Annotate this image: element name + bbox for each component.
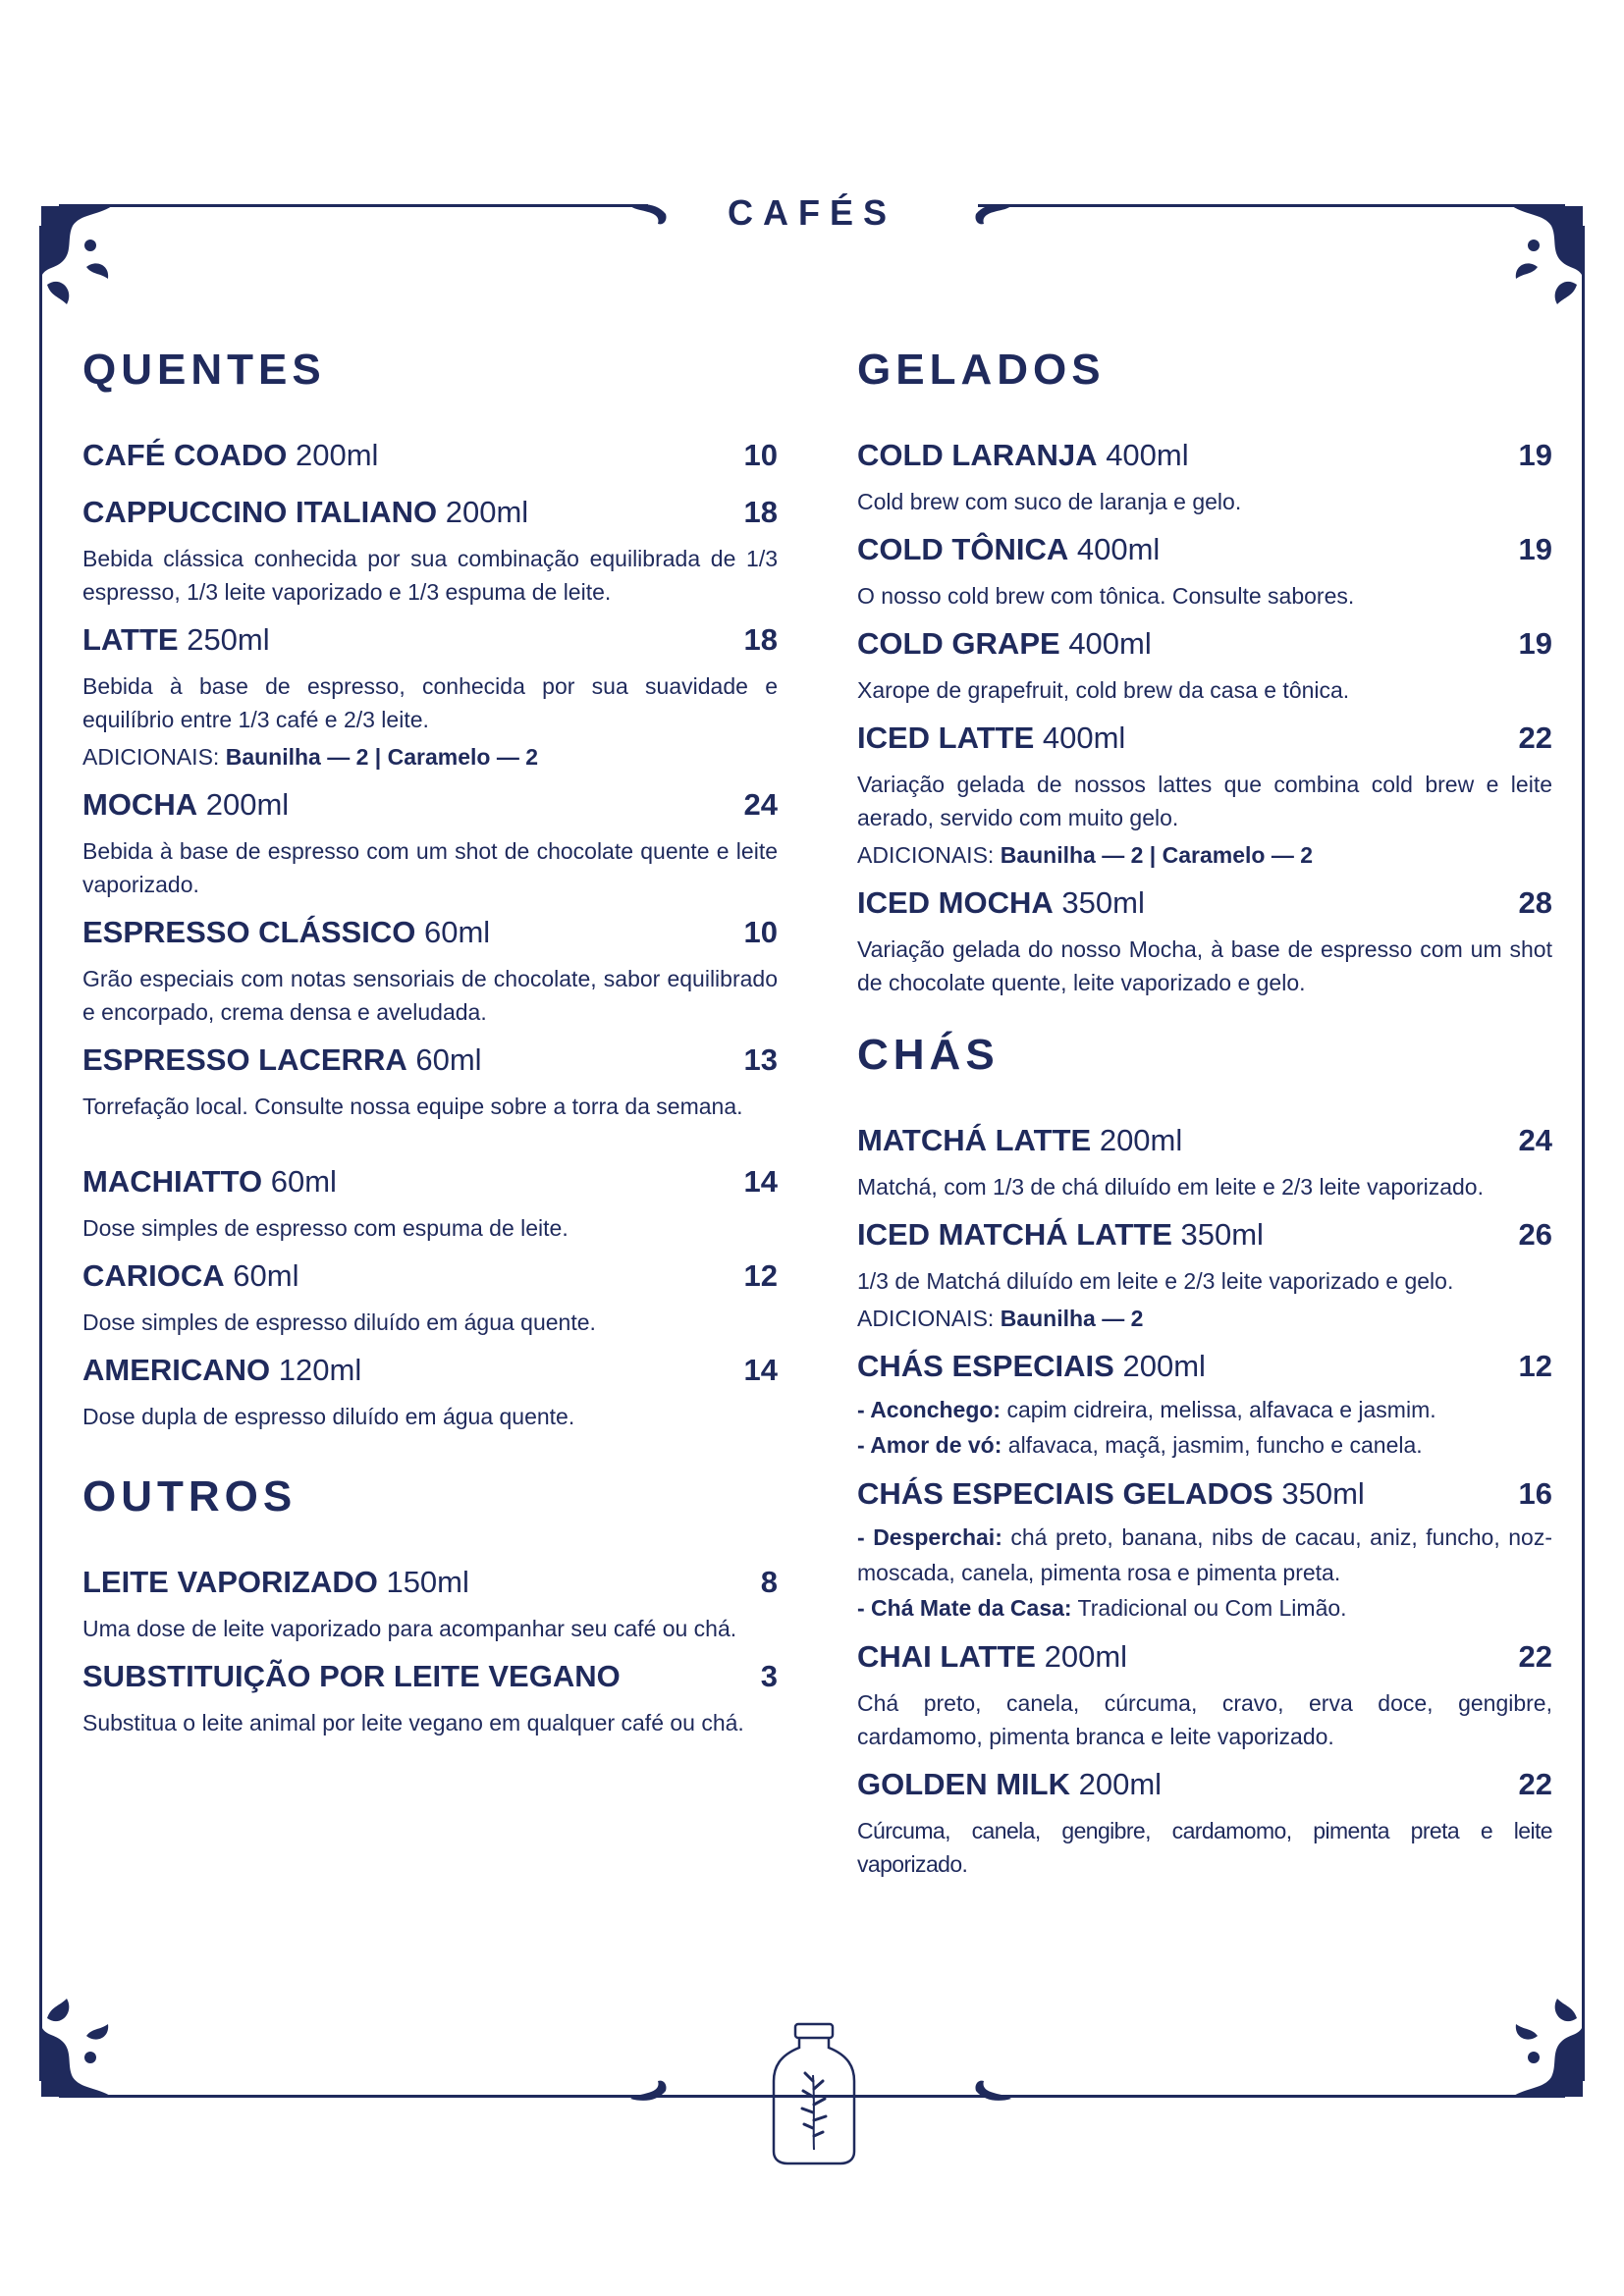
item-size: 200ml bbox=[1099, 1123, 1183, 1157]
item-name: CHÁS ESPECIAIS bbox=[857, 1349, 1114, 1383]
item-price: 24 bbox=[743, 787, 778, 822]
item-description: Bebida clássica conhecida por sua combinação equilibrada de 1/3 espresso, 1/3 leite vaporizado e 1/3 espuma de leite. bbox=[82, 546, 778, 605]
page-title: CAFÉS bbox=[727, 192, 896, 233]
item-size: 400ml bbox=[1106, 438, 1189, 472]
menu-item bbox=[82, 622, 778, 774]
menu-item bbox=[857, 1767, 1552, 1881]
item-name: AMERICANO bbox=[82, 1353, 271, 1387]
item-name: SUBSTITUIÇÃO POR LEITE VEGANO bbox=[82, 1659, 621, 1693]
menu-item bbox=[857, 885, 1552, 999]
item-name: MOCHA bbox=[82, 787, 198, 822]
item-name: COLD TÔNICA bbox=[857, 532, 1069, 566]
item-description: Cold brew com suco de laranja e gelo. bbox=[857, 489, 1242, 514]
menu-item bbox=[857, 1123, 1552, 1203]
item-size: 60ml bbox=[423, 915, 491, 949]
item-price: 13 bbox=[743, 1042, 778, 1077]
item-name: ESPRESSO LACERRA bbox=[82, 1042, 407, 1077]
note-label: - Amor de vó: bbox=[857, 1432, 1002, 1458]
section-title: OUTROS bbox=[82, 1472, 298, 1521]
item-description: Torrefação local. Consulte nossa equipe sobre a torra da semana. bbox=[82, 1094, 743, 1119]
section-outros bbox=[82, 1472, 778, 1739]
frame-right-line bbox=[1582, 226, 1585, 2081]
jar-logo-icon bbox=[768, 2020, 860, 2167]
item-size: 60ml bbox=[270, 1164, 337, 1199]
left-column bbox=[82, 346, 778, 1765]
item-size: 60ml bbox=[233, 1258, 299, 1293]
menu-item bbox=[82, 915, 778, 1029]
item-price: 12 bbox=[1518, 1349, 1552, 1383]
note-label: - Desperchai: bbox=[857, 1524, 1002, 1550]
item-price: 28 bbox=[1518, 885, 1552, 920]
item-name: MATCHÁ LATTE bbox=[857, 1123, 1092, 1157]
item-name: ICED LATTE bbox=[857, 721, 1035, 755]
item-description: Bebida à base de espresso, conhecida por sua suavidade e equilíbrio entre 1/3 café e 2/3 leite. bbox=[82, 673, 778, 732]
item-name: ESPRESSO CLÁSSICO bbox=[82, 915, 416, 949]
item-description: Grão especiais com notas sensoriais de chocolate, sabor equilibrado e encorpado, crema densa e aveludada. bbox=[82, 966, 778, 1025]
additionals-value: Baunilha — 2 bbox=[1000, 1306, 1144, 1331]
menu-item bbox=[857, 1217, 1552, 1335]
item-price: 14 bbox=[743, 1164, 778, 1199]
item-price: 19 bbox=[1518, 626, 1552, 661]
section-title: GELADOS bbox=[857, 346, 1106, 394]
note-text: capim cidreira, melissa, alfavaca e jasmim. bbox=[1006, 1397, 1436, 1422]
frame-left-line bbox=[39, 226, 42, 2081]
menu-item bbox=[82, 1565, 778, 1645]
item-size: 60ml bbox=[415, 1042, 482, 1077]
note-label: - Chá Mate da Casa: bbox=[857, 1595, 1072, 1621]
item-size: 200ml bbox=[1122, 1349, 1206, 1383]
item-name: CHÁS ESPECIAIS GELADOS bbox=[857, 1476, 1273, 1511]
additionals-label: ADICIONAIS: bbox=[82, 744, 220, 770]
menu-item bbox=[857, 1349, 1552, 1463]
item-price: 18 bbox=[743, 622, 778, 657]
item-size: 200ml bbox=[1044, 1639, 1128, 1674]
item-size: 400ml bbox=[1076, 532, 1161, 566]
item-description: Xarope de grapefruit, cold brew da casa e tônica. bbox=[857, 677, 1350, 703]
item-description: Dose dupla de espresso diluído em água quente. bbox=[82, 1404, 575, 1429]
item-note bbox=[857, 1392, 1552, 1427]
item-size: 150ml bbox=[386, 1565, 469, 1599]
item-name: LEITE VAPORIZADO bbox=[82, 1565, 378, 1599]
note-label: - Aconchego: bbox=[857, 1397, 1001, 1422]
item-size: 200ml bbox=[445, 495, 529, 529]
item-price: 3 bbox=[760, 1659, 778, 1693]
menu-item bbox=[857, 1476, 1552, 1626]
item-description: Uma dose de leite vaporizado para acompanhar seu café ou chá. bbox=[82, 1616, 737, 1641]
item-name: COLD GRAPE bbox=[857, 626, 1060, 661]
menu-item bbox=[82, 1258, 778, 1339]
menu-item bbox=[82, 787, 778, 901]
item-description: Chá preto, canela, cúrcuma, cravo, erva doce, gengibre, cardamomo, pimenta branca e leite vaporizado. bbox=[857, 1690, 1552, 1749]
item-size: 250ml bbox=[187, 622, 270, 657]
flourish-bottom-right-icon bbox=[972, 2075, 1011, 2105]
item-price: 14 bbox=[743, 1353, 778, 1387]
menu-item bbox=[82, 1164, 778, 1245]
item-description: 1/3 de Matchá diluído em leite e 2/3 leite vaporizado e gelo. bbox=[857, 1268, 1454, 1294]
item-price: 10 bbox=[743, 438, 778, 472]
item-name: CAPPUCCINO ITALIANO bbox=[82, 495, 438, 529]
item-name: MACHIATTO bbox=[82, 1164, 263, 1199]
item-size: 350ml bbox=[1180, 1217, 1264, 1252]
item-description: Substitua o leite animal por leite vegano em qualquer café ou chá. bbox=[82, 1710, 744, 1735]
menu-item bbox=[82, 1042, 778, 1123]
item-description: Matchá, com 1/3 de chá diluído em leite e 2/3 leite vaporizado. bbox=[857, 1174, 1484, 1200]
item-size: 200ml bbox=[205, 787, 290, 822]
flourish-bottom-left-icon bbox=[630, 2075, 670, 2105]
item-size: 400ml bbox=[1068, 626, 1152, 661]
section-quentes bbox=[82, 346, 778, 1433]
item-size: 350ml bbox=[1061, 885, 1145, 920]
right-column bbox=[857, 346, 1552, 1906]
item-description: Dose simples de espresso diluído em água quente. bbox=[82, 1309, 596, 1335]
item-name: ICED MOCHA bbox=[857, 885, 1054, 920]
item-name: CHAI LATTE bbox=[857, 1639, 1036, 1674]
menu-item bbox=[82, 495, 778, 609]
menu-item bbox=[82, 438, 778, 481]
item-size: 400ml bbox=[1042, 721, 1126, 755]
item-price: 8 bbox=[760, 1565, 778, 1599]
item-description: Cúrcuma, canela, gengibre, cardamomo, pimenta preta e leite vaporizado. bbox=[857, 1818, 1552, 1877]
note-text: alfavaca, maçã, jasmim, funcho e canela. bbox=[1007, 1432, 1423, 1458]
item-price: 12 bbox=[743, 1258, 778, 1293]
item-price: 19 bbox=[1518, 438, 1552, 472]
item-size: 200ml bbox=[296, 438, 379, 472]
section-chas bbox=[857, 1031, 1552, 1881]
item-size: 200ml bbox=[1078, 1767, 1163, 1801]
item-name: CAFÉ COADO bbox=[82, 438, 288, 472]
menu-item bbox=[857, 438, 1552, 518]
menu-item bbox=[82, 1353, 778, 1433]
item-price: 26 bbox=[1518, 1217, 1552, 1252]
item-price: 19 bbox=[1518, 532, 1552, 566]
item-price: 24 bbox=[1518, 1123, 1552, 1157]
item-additionals bbox=[857, 838, 1552, 872]
note-text: Tradicional ou Com Limão. bbox=[1077, 1595, 1347, 1621]
item-note bbox=[857, 1520, 1552, 1590]
section-title: QUENTES bbox=[82, 346, 326, 394]
item-name: GOLDEN MILK bbox=[857, 1767, 1070, 1801]
item-note bbox=[857, 1427, 1552, 1463]
item-price: 22 bbox=[1518, 1639, 1552, 1674]
item-additionals bbox=[857, 1302, 1552, 1335]
item-description: Dose simples de espresso com espuma de leite. bbox=[82, 1215, 568, 1241]
note-text: chá preto, banana, nibs de cacau, aniz, funcho, noz-moscada, canela, pimenta rosa e pimenta preta. bbox=[857, 1524, 1552, 1585]
section-title: CHÁS bbox=[857, 1031, 1000, 1079]
item-size: 120ml bbox=[278, 1353, 362, 1387]
item-price: 22 bbox=[1518, 1767, 1552, 1801]
additionals-label: ADICIONAIS: bbox=[857, 842, 995, 868]
item-description: Bebida à base de espresso com um shot de chocolate quente e leite vaporizado. bbox=[82, 838, 778, 897]
additionals-value: Baunilha — 2 | Caramelo — 2 bbox=[225, 744, 539, 770]
item-size: 350ml bbox=[1281, 1476, 1365, 1511]
item-price: 10 bbox=[743, 915, 778, 949]
menu-item bbox=[857, 532, 1552, 613]
item-note bbox=[857, 1590, 1552, 1626]
section-gelados bbox=[857, 346, 1552, 999]
item-price: 16 bbox=[1518, 1476, 1552, 1511]
item-name: COLD LARANJA bbox=[857, 438, 1098, 472]
menu-item bbox=[82, 1659, 778, 1739]
item-name: CARIOCA bbox=[82, 1258, 225, 1293]
menu-item bbox=[857, 1639, 1552, 1753]
item-name: ICED MATCHÁ LATTE bbox=[857, 1217, 1172, 1252]
item-additionals bbox=[82, 740, 778, 774]
additionals-label: ADICIONAIS: bbox=[857, 1306, 995, 1331]
menu-item bbox=[857, 626, 1552, 707]
additionals-value: Baunilha — 2 | Caramelo — 2 bbox=[1000, 842, 1314, 868]
ornament-bottom-left-icon bbox=[37, 1993, 116, 2101]
item-description: O nosso cold brew com tônica. Consulte sabores. bbox=[857, 583, 1355, 609]
item-name: LATTE bbox=[82, 622, 179, 657]
ornament-bottom-right-icon bbox=[1508, 1993, 1587, 2101]
item-price: 18 bbox=[743, 495, 778, 529]
menu-item bbox=[857, 721, 1552, 872]
item-price: 22 bbox=[1518, 721, 1552, 755]
item-description: Variação gelada do nosso Mocha, à base de espresso com um shot de chocolate quente, leite vaporizado e gelo. bbox=[857, 936, 1552, 995]
item-description: Variação gelada de nossos lattes que combina cold brew e leite aerado, servido com muito gelo. bbox=[857, 772, 1552, 830]
